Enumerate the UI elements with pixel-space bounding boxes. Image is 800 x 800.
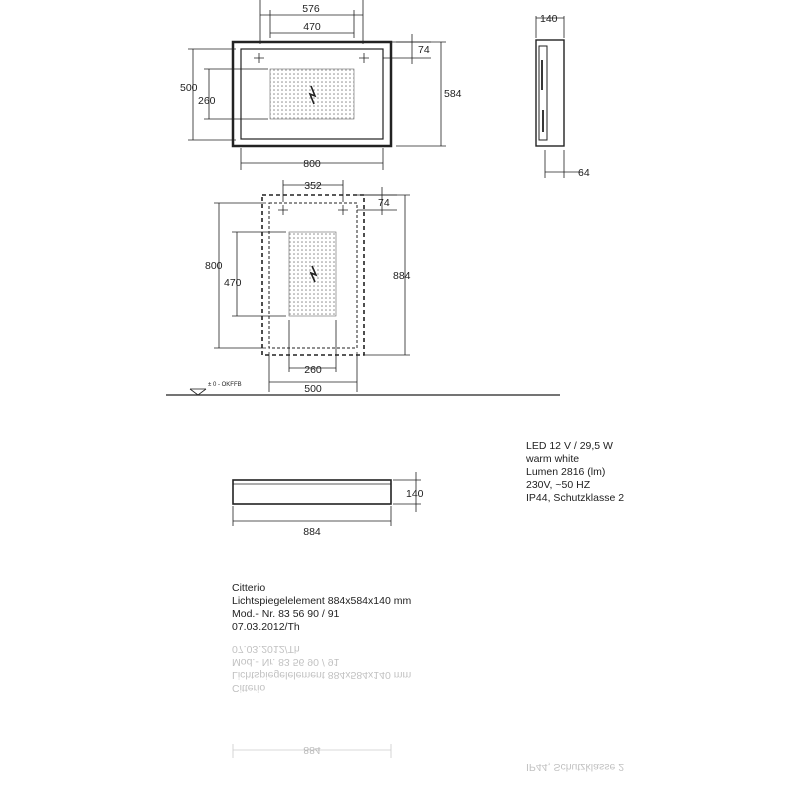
reflection-line: Citterio bbox=[232, 682, 266, 694]
dim-260-rot: 260 bbox=[304, 364, 322, 376]
dim-74-rot: 74 bbox=[378, 197, 390, 209]
spec-line: Lumen 2816 (lm) bbox=[526, 466, 606, 478]
product-name: Citterio bbox=[232, 582, 266, 594]
spec-line: IP44, Schutzklasse 2 bbox=[526, 492, 625, 504]
reflection-line: Mod.- Nr. 83 56 90 / 91 bbox=[232, 656, 340, 668]
drawing-date: 07.03.2012/Th bbox=[232, 621, 300, 633]
dim-576: 576 bbox=[302, 3, 320, 15]
dim-470: 470 bbox=[303, 21, 321, 33]
spec-line: warm white bbox=[526, 453, 580, 465]
dim-140-top: 140 bbox=[406, 488, 424, 500]
title-block bbox=[232, 582, 411, 634]
title-block-reflection bbox=[232, 642, 411, 694]
dim-260: 260 bbox=[198, 95, 216, 107]
dim-140-side: 140 bbox=[540, 13, 558, 25]
top-view bbox=[233, 472, 421, 526]
dim-74: 74 bbox=[418, 44, 430, 56]
reflection-texts bbox=[303, 744, 321, 756]
top-view-dims bbox=[303, 488, 423, 538]
dim-500-rot: 500 bbox=[304, 383, 322, 395]
model-number: Mod.- Nr. 83 56 90 / 91 bbox=[232, 608, 340, 620]
spec-line: LED 12 V / 29,5 W bbox=[526, 440, 613, 452]
dim-470-rot: 470 bbox=[224, 277, 242, 289]
dim-800: 800 bbox=[303, 158, 321, 170]
dim-884-rot: 884 bbox=[393, 270, 411, 282]
side-view bbox=[536, 16, 583, 178]
product-description: Lichtspiegelelement 884x584x140 mm bbox=[232, 595, 412, 607]
reflection-line: 07.03.2012/Th bbox=[232, 643, 300, 655]
spec-reflection bbox=[526, 760, 624, 773]
dim-500: 500 bbox=[180, 82, 198, 94]
reflection-dim-884: 884 bbox=[303, 744, 321, 756]
dim-884-top: 884 bbox=[303, 526, 321, 538]
dim-584: 584 bbox=[444, 88, 462, 100]
dim-352: 352 bbox=[304, 180, 322, 192]
spec-block bbox=[526, 440, 624, 505]
dim-800-rot: 800 bbox=[205, 260, 223, 272]
dim-64: 64 bbox=[578, 167, 590, 179]
reflection-spec-line: IP44, Schutzklasse 2 bbox=[526, 761, 625, 773]
spec-line: 230V, ~50 HZ bbox=[526, 479, 591, 491]
floor-level-label: ± 0 - OKFFB bbox=[208, 382, 242, 388]
reflection-line: Lichtspiegelelement 884x584x140 mm bbox=[232, 669, 412, 681]
